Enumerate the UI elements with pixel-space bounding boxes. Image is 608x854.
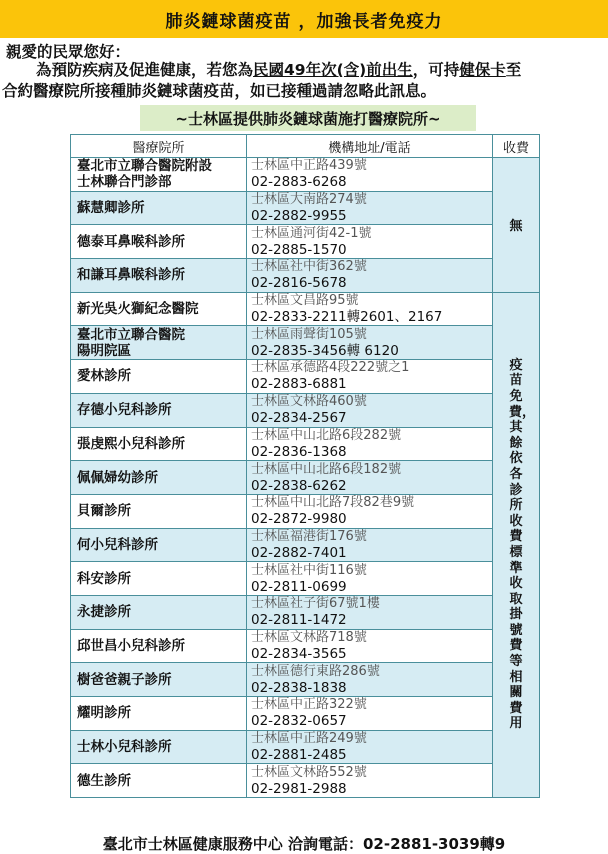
clinic-address-phone bbox=[247, 730, 493, 764]
clinic-phone: 02-2883-6268 bbox=[251, 174, 347, 191]
clinic-name bbox=[71, 259, 247, 293]
subtitle-text: ~士林區提供肺炎鏈球菌施打醫療院所~ bbox=[175, 109, 441, 128]
clinic-name bbox=[71, 461, 247, 495]
table-row bbox=[71, 259, 540, 293]
clinic-address-phone bbox=[247, 326, 493, 360]
clinic-phone: 02-2811-1472 bbox=[251, 612, 347, 629]
clinic-name bbox=[71, 528, 247, 562]
clinic-name bbox=[71, 360, 247, 394]
clinic-phone: 02-2883-6881 bbox=[251, 376, 347, 393]
clinic-name bbox=[71, 393, 247, 427]
clinic-name-line: 臺北市立聯合醫院 bbox=[77, 326, 185, 343]
clinic-address: 士林區通河街42-1號 bbox=[251, 225, 372, 241]
clinic-phone: 02-2882-7401 bbox=[251, 544, 347, 561]
clinic-phone: 02-2832-0657 bbox=[251, 713, 347, 730]
table-row bbox=[71, 764, 540, 798]
clinic-phone: 02-2881-2485 bbox=[251, 747, 347, 764]
clinic-phone: 02-2833-2211轉2601、2167 bbox=[251, 309, 443, 326]
clinic-name-line: 陽明院區 bbox=[77, 342, 131, 359]
clinic-table bbox=[70, 134, 540, 798]
table-row bbox=[71, 528, 540, 562]
clinic-address-phone bbox=[247, 393, 493, 427]
clinic-phone: 02-2838-6262 bbox=[251, 477, 347, 494]
clinic-address-phone bbox=[247, 663, 493, 697]
clinic-phone: 02-2885-1570 bbox=[251, 241, 347, 258]
table-row bbox=[71, 461, 540, 495]
clinic-name-line: 新光吳火獅紀念醫院 bbox=[77, 301, 199, 318]
clinic-address: 士林區文林路552號 bbox=[251, 764, 367, 780]
clinic-address: 士林區福港街176號 bbox=[251, 528, 367, 544]
clinic-address: 士林區社子街67號1樓 bbox=[251, 596, 380, 612]
clinic-name bbox=[71, 225, 247, 259]
table-row bbox=[71, 360, 540, 394]
clinic-phone: 02-2838-1838 bbox=[251, 679, 347, 696]
clinic-phone: 02-2882-9955 bbox=[251, 208, 347, 225]
clinic-address: 士林區大南路274號 bbox=[251, 192, 367, 208]
notice-paragraph bbox=[0, 60, 608, 102]
table-row bbox=[71, 158, 540, 192]
notice-line-2: 合約醫療院所接種肺炎鏈球菌疫苗，如已接種過請忽略此訊息。 bbox=[2, 82, 437, 100]
table-subtitle bbox=[140, 105, 476, 131]
clinic-address: 士林區社中街362號 bbox=[251, 259, 367, 275]
clinic-address: 士林區雨聲街105號 bbox=[251, 326, 367, 342]
header-address-phone: 機構地址/電話 bbox=[247, 135, 493, 158]
clinic-name bbox=[71, 292, 247, 326]
clinic-address: 士林區中山北路6段182號 bbox=[251, 461, 402, 477]
notice-line-1 bbox=[0, 60, 608, 81]
clinic-phone: 02-2834-2567 bbox=[251, 410, 347, 427]
clinic-address-phone bbox=[247, 528, 493, 562]
clinic-address-phone bbox=[247, 595, 493, 629]
clinic-address: 士林區中正路322號 bbox=[251, 697, 367, 713]
clinic-table-body bbox=[71, 158, 540, 798]
clinic-name-line: 貝爾診所 bbox=[77, 503, 131, 520]
notice-text: 為預防疾病及促進健康，若您為 bbox=[36, 61, 254, 79]
clinic-name-line: 士林聯合門診部 bbox=[77, 174, 172, 191]
clinic-name-line: 德生診所 bbox=[77, 772, 131, 789]
clinic-phone: 02-2836-1368 bbox=[251, 443, 347, 460]
clinic-name-line: 科安診所 bbox=[77, 570, 131, 587]
clinic-phone: 02-2981-2988 bbox=[251, 780, 347, 797]
clinic-address-phone bbox=[247, 225, 493, 259]
clinic-address-phone bbox=[247, 494, 493, 528]
clinic-name bbox=[71, 595, 247, 629]
clinic-name-line: 耀明診所 bbox=[77, 705, 131, 722]
clinic-name bbox=[71, 730, 247, 764]
page-banner bbox=[0, 0, 608, 38]
table-row bbox=[71, 292, 540, 326]
clinic-address-phone bbox=[247, 158, 493, 192]
table-row bbox=[71, 562, 540, 596]
clinic-address: 士林區文林路718號 bbox=[251, 629, 367, 645]
clinic-address: 士林區德行東路286號 bbox=[251, 663, 380, 679]
clinic-name-line: 士林小兒科診所 bbox=[77, 739, 172, 756]
table-row bbox=[71, 494, 540, 528]
clinic-name bbox=[71, 663, 247, 697]
clinic-address-phone bbox=[247, 427, 493, 461]
clinic-name bbox=[71, 764, 247, 798]
greeting: 親愛的民眾您好： bbox=[6, 43, 131, 61]
header-fee: 收費 bbox=[493, 135, 540, 158]
clinic-address-phone bbox=[247, 562, 493, 596]
clinic-name-line: 愛林診所 bbox=[77, 368, 131, 385]
clinic-address-phone bbox=[247, 292, 493, 326]
clinic-phone: 02-2872-9980 bbox=[251, 511, 347, 528]
table-row bbox=[71, 730, 540, 764]
clinic-address: 士林區承德路4段222號之1 bbox=[251, 360, 410, 376]
fee-other-text: 疫苗免費，其餘依各診所收費標準收取掛號費等相關費用 bbox=[509, 357, 536, 732]
clinic-address: 士林區文昌路95號 bbox=[251, 293, 359, 309]
clinic-address: 士林區中山北路7段82巷9號 bbox=[251, 495, 415, 511]
table-row bbox=[71, 326, 540, 360]
clinic-name-line: 永捷診所 bbox=[77, 604, 131, 621]
clinic-phone: 02-2834-3565 bbox=[251, 645, 347, 662]
clinic-name bbox=[71, 697, 247, 731]
clinic-name-line: 樹爸爸親子診所 bbox=[77, 671, 172, 688]
clinic-address-phone bbox=[247, 697, 493, 731]
banner-title: 肺炎鏈球菌疫苗 ，加強長者免疫力 bbox=[165, 11, 443, 32]
clinic-name-line: 邱世昌小兒科診所 bbox=[77, 637, 185, 654]
header-clinic: 醫療院所 bbox=[71, 135, 247, 158]
notice-text: 至 bbox=[505, 61, 522, 79]
table-row bbox=[71, 427, 540, 461]
clinic-name-line: 何小兒科診所 bbox=[77, 536, 158, 553]
table-row bbox=[71, 191, 540, 225]
clinic-name-line: 和謙耳鼻喉科診所 bbox=[77, 267, 185, 284]
clinic-name-line: 德泰耳鼻喉科診所 bbox=[77, 233, 185, 250]
clinic-address-phone bbox=[247, 461, 493, 495]
table-row bbox=[71, 697, 540, 731]
clinic-name-line: 臺北市立聯合醫院附設 bbox=[77, 158, 212, 175]
clinic-name bbox=[71, 326, 247, 360]
fee-free: 無 bbox=[493, 158, 540, 293]
clinic-address-phone bbox=[247, 764, 493, 798]
clinic-name-line: 蘇慧卿診所 bbox=[77, 200, 145, 217]
clinic-address: 士林區中山北路6段282號 bbox=[251, 427, 402, 443]
clinic-name-line: 佩佩婦幼診所 bbox=[77, 469, 158, 486]
clinic-address-phone bbox=[247, 629, 493, 663]
clinic-address: 士林區文林路460號 bbox=[251, 394, 367, 410]
footer-contact: 臺北市士林區健康服務中心 洽詢電話：02-2881-3039轉9 bbox=[102, 835, 506, 853]
clinic-name bbox=[71, 191, 247, 225]
health-card-requirement: 健保卡 bbox=[459, 61, 506, 79]
clinic-name-line: 張虔熙小兒科診所 bbox=[77, 435, 185, 452]
clinic-address: 士林區中正路249號 bbox=[251, 731, 367, 747]
clinic-name bbox=[71, 562, 247, 596]
table-row bbox=[71, 663, 540, 697]
clinic-name-line: 存德小兒科診所 bbox=[77, 402, 172, 419]
clinic-name bbox=[71, 629, 247, 663]
clinic-name bbox=[71, 427, 247, 461]
clinic-address-phone bbox=[247, 360, 493, 394]
birth-year-requirement: 民國49年次(含)前出生 bbox=[253, 61, 413, 79]
table-row bbox=[71, 393, 540, 427]
clinic-phone: 02-2811-0699 bbox=[251, 578, 347, 595]
clinic-address: 士林區社中街116號 bbox=[251, 562, 367, 578]
fee-other bbox=[493, 292, 540, 797]
table-row bbox=[71, 629, 540, 663]
clinic-phone: 02-2835-3456轉 6120 bbox=[251, 342, 399, 359]
table-row bbox=[71, 595, 540, 629]
clinic-name bbox=[71, 494, 247, 528]
notice-text: ，可持 bbox=[412, 61, 460, 79]
clinic-name bbox=[71, 158, 247, 192]
clinic-address-phone bbox=[247, 259, 493, 293]
clinic-address: 士林區中正路439號 bbox=[251, 158, 367, 174]
clinic-address-phone bbox=[247, 191, 493, 225]
table-row bbox=[71, 225, 540, 259]
clinic-phone: 02-2816-5678 bbox=[251, 275, 347, 292]
